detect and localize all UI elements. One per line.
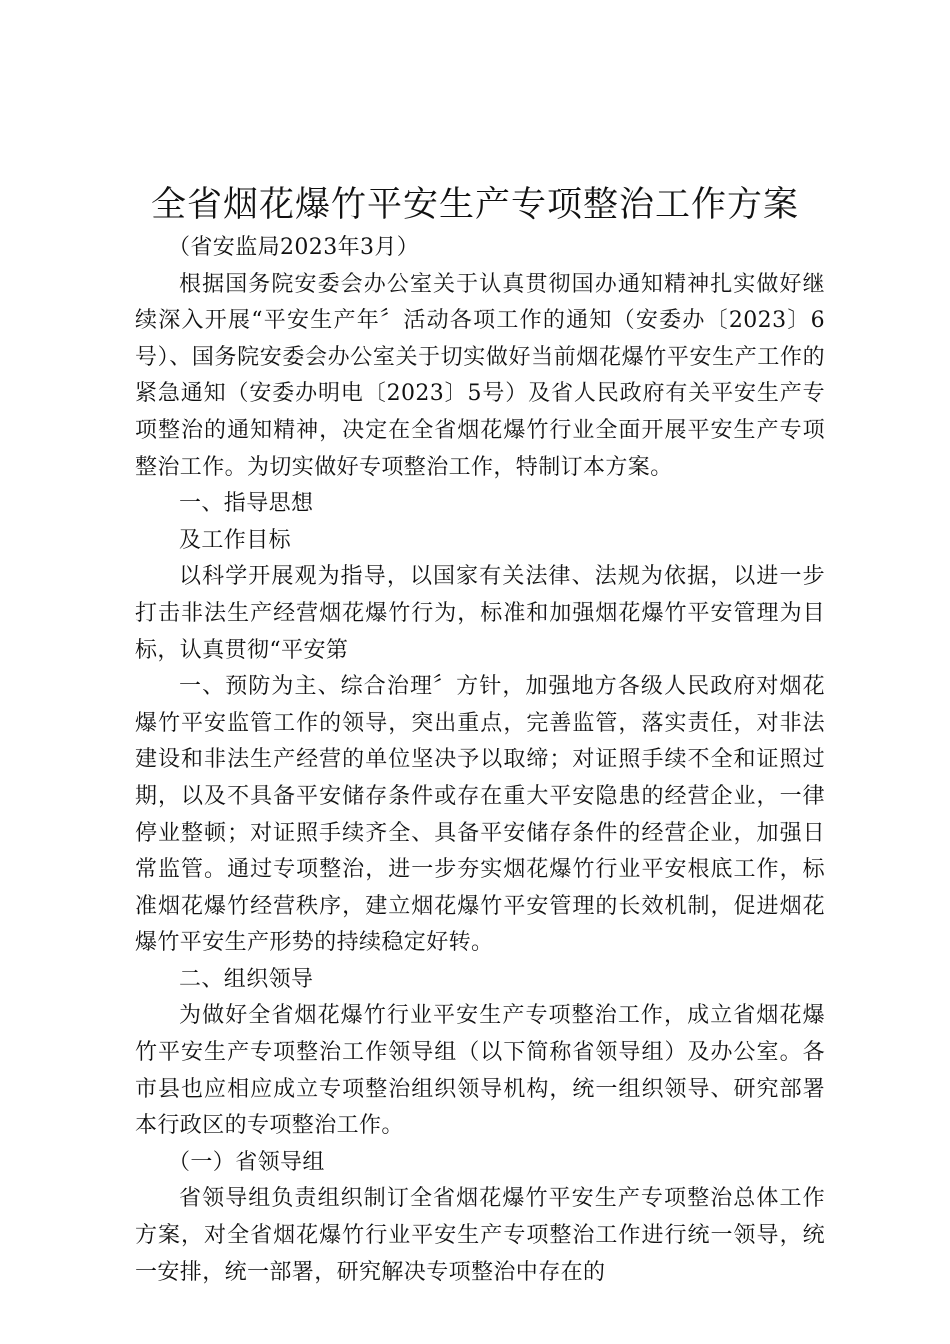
subsection-heading-provincial-group: （一）省领导组 [168, 1149, 325, 1175]
paragraph-intro: 根据国务院安委会办公室关于认真贯彻国办通知精神扎实做好继续深入开展“平安生产年〞活动各项工作的通知（安委办〔2023〕6号）、国务院安委会办公室关于切实做好当前烟花爆竹平安生产工作的紧急通知（安委办明电〔2023〕5号）及省人民政府有关平安生产专项整治的通知精神，决定在全省烟花爆竹行业全面开展平安生产专项整治工作。为切实做好专项整治工作，特制订本方案。 [135, 271, 825, 480]
paragraph-organization: 为做好全省烟花爆竹行业平安生产专项整治工作，成立省烟花爆竹平安生产专项整治工作领导组（以下简称省领导组）及办公室。各市县也应相应成立专项整治组织领导机构，统一组织领导、研究部署本行政区的专项整治工作。 [135, 1003, 825, 1139]
paragraph-provincial-group: 省领导组负责组织制订全省烟花爆竹平安生产专项整治总体工作方案，对全省烟花爆竹行业平安生产专项整治工作进行统一领导，统一安排，统一部署，研究解决专项整治中存在的 [135, 1186, 825, 1285]
paragraph-principles: 一、预防为主、综合治理〞方针，加强地方各级人民政府对烟花爆竹平安监管工作的领导，突出重点，完善监管，落实责任，对非法建设和非法生产经营的单位坚决予以取缔；对证照手续不全和证照过期，以及不具备平安储存条件或存在重大平安隐患的经营企业，一律停业整顿；对证照手续齐全、具备平安储存条件的经营企业，加强日常监管。通过专项整治，进一步夯实烟花爆竹行业平安根底工作，标准烟花爆竹经营秩序，建立烟花爆竹平安管理的长效机制，促进烟花爆竹平安生产形势的持续稳定好转。 [135, 674, 825, 956]
section-heading-guiding-thought: 一、指导思想 [179, 491, 314, 517]
document-title: 全省烟花爆竹平安生产专项整治工作方案 [150, 185, 799, 225]
paragraph-guidance: 以科学开展观为指导，以国家有关法律、法规为依据，以进一步打击非法生产经营烟花爆竹行为，标准和加强烟花爆竹平安管理为目标，认真贯彻“平安第 [135, 564, 825, 663]
section-heading-organization: 二、组织领导 [179, 966, 314, 992]
section-heading-continuation: 及工作目标 [179, 527, 292, 553]
document-body [135, 230, 825, 1291]
document-subtitle: （省安监局2023年3月） [168, 235, 420, 260]
